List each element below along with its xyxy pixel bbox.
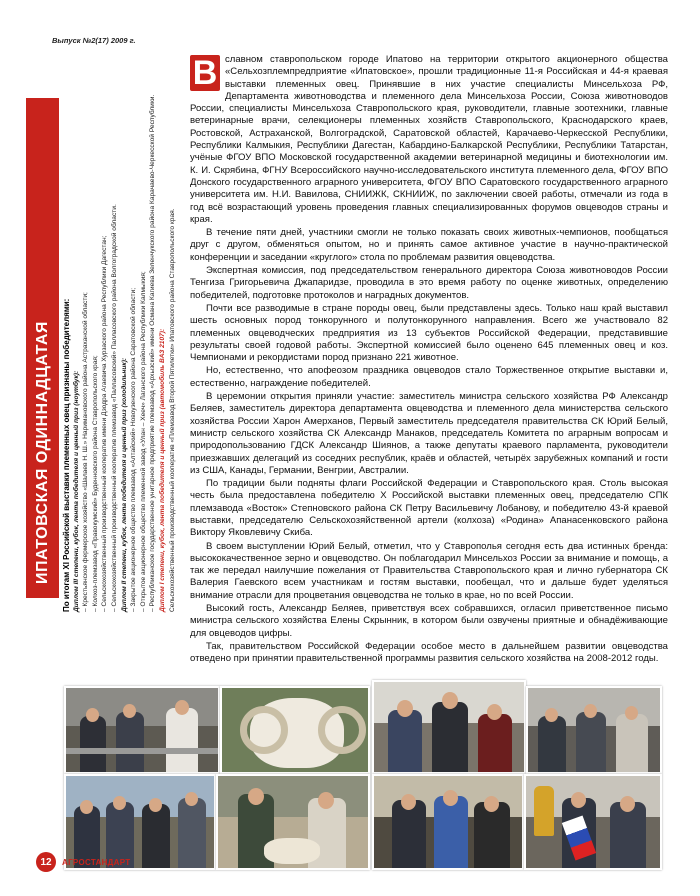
issue-label: Выпуск №2(17) 2009 г. [52,36,136,45]
page-number: 12 [36,852,56,872]
article-paragraph: В церемонии открытия приняли участие: заместитель министра сельского хозяйства РФ Александр Беляев, заместитель директора департамента овцеводства и племенного дела министерства сельского хозяйства России Харон Амерханов, Первый заместитель председателя правительства СК Юрий Белый, министр сельского хозяйства СК Александр Манаков, председатель Комитета по аграрным вопросам и природопользованию ГДСК Александр Шиянов, а также депутаты краевого парламента, руководители приезжавших делегаций из соседних республик, краёв и областей, четырёх зарубежных компаний и гости из США, Канады, Германии, Венгрии, Австралии. [190,391,668,476]
article-paragraph: Почти все разводимые в стране породы овец, были представлены здесь. Только наш край выставил шесть основных пород тонкорунного и полутонкорунного направления. Всего же участвовало 82 племенных овцеводческих предприятия из 13 субъектов Российской Федерации, представившие результаты своей годовой работы. Экспертной комиссией было оценено 645 племенных овец и коз. Чемпионами и рекордистами пород признано 221 животное. [190,302,668,364]
article-paragraph: Экспертная комиссия, под председательством генерального директора Союза животноводов России Тенгиза Григорьевича Джапаридзе, проводила в это время работу по оценке животных, определению победителей, подготовке протоколов и наградных документов. [190,265,668,301]
article-paragraph: Высокий гость, Александр Беляев, приветствуя всех собравшихся, огласил приветственное письмо министра сельского хозяйства Елены Скрынник, в котором были озвучены приятные и обнадёживающие для овцеводов цифры. [190,603,668,639]
article-paragraph: Но, естественно, что апофеозом праздника овцеводов стало Торжественное открытие выставки и, естественно, награждение победителей. [190,365,668,389]
diploma3-item: – Колхоз-племзавод «Правокумский» Буденновского района Ставропольского края; [91,355,99,612]
photo-trophy-winners [524,774,662,870]
winners-sidebar [62,52,184,612]
diploma2-item: – Республиканское государственное унитарное предприятие племзавод «Архызский» имени Османа Кагиева Зеленчукского района Карачаево-Черкесской Республики. [149,94,157,612]
diploma3-item: – Сельскохозяйственный производственный кооператив племзавод «Палласовский» Палласовского района Волгоградской области. [110,204,118,612]
photo-guests-at-exhibit [526,686,662,774]
diploma2-heading: Диплом II степени, кубок, лента победителя и ценный приз (холодильник): [120,357,128,612]
diploma3-item: – Сельскохозяйственный производственный кооператив имени Дзодра Агаевича Хурзаского района Республики Дагестан; [101,235,109,612]
photo-breeder-with-sheep [216,774,370,870]
drop-cap: В [190,55,220,91]
article-paragraph: В течение пяти дней, участники смогли не только показать своих животных-чемпионов, пообщаться друг с другом, обменяться опытом, но и принять самое активное участие в научно-практической конференции и заседании «круглого» стола по проблемам развития овцеводства. [190,227,668,263]
diploma2-item: – Открытое акционерное общество племенной завод «Улан – Хееч» Лаганского района Республики Калмыкия; [139,271,147,612]
diploma3-item: – Крестьянское фермерское хозяйство «Шалаев Н. Ш.» Наримановского района Астраханской области; [82,292,90,612]
article-body [190,54,668,667]
article-paragraph: По традиции были подняты флаги Российской Федерации и Ставропольского края. Столь высокая честь была предоставлена победителю X Российской выставки племенных овец, председателю СПК племзавода «Восток» Степновского района СК Петру Васильевичу Лобанову, и победителю 43-й краевой выставки, председателю Сельскохозяйственной артели (колхоза) «Родина» Апанасенковского района Виктору Яковлевичу Скиба. [190,478,668,539]
photo-award-handshake [372,774,524,870]
photo-officials-at-pen [64,686,220,774]
article-paragraph: В своем выступлении Юрий Белый, отметил, что у Ставрополья сегодня есть два истинных бренда: высококачественное зерно и овцеводство. Он поблагодарил Минсельхоз России за внимание и помощь, а так же передал наилучшие пожелания от Правительства Ставропольского края и лично губернатора СК Валерия Гаевского всем участникам и гостям выставки, пообещал, что и дальше будет уделяться внимание отрасли для процветания овцеводства не только в крае, но по всей России. [190,540,668,601]
photo-officials-group [372,680,526,774]
diploma1-item: Сельскохозяйственный производственный кооператив «Племзавод Второй Пятилетки» Ипатовского района Ставропольского края. [168,208,176,612]
brand-logo: АГРОСТАНДАРТ [62,857,131,867]
page-footer [36,852,130,872]
winners-lead: По итогам XI Российской выставки племенных овец признаны победителями: [62,298,71,612]
article-paragraph: Так, правительством Российской Федерации особое место в дальнейшем развитии овцеводства отведено при принятии правительственной программы развития сельского хозяйства на 2008-2012 годы. [190,640,668,665]
diploma3-heading: Диплом III степени, кубок, лента победителя и ценный приз (ноутбук): [72,370,80,612]
diploma1-heading: Диплом I степени, кубок, лента победителя и ценный приз (автомобиль ВАЗ 2107): [158,328,166,612]
diploma2-item: – Закрытое акционерное общество племзавод «Алтайский» Новоузенского района Саратовской области; [130,287,138,612]
photo-ram-closeup [220,686,370,774]
section-title: ИПАТОВСКАЯ ОДИННАДЦАТАЯ [33,321,51,584]
article-paragraph: В славном ставропольском городе Ипатово на территории открытого акционерного общества «Сельхозплемпредприятие «Ипатовское», прошли традиционные 11-я Российская и 44-я краевая выставки племенных овец. Принявшие в них участие специалисты Минсельхоза РФ, Департамента животноводства и племенного дела Минсельхоза России, Союза животноводов России, специалисты Минсельхоза Ставропольского края, руководители, главные зоотехники, главные ветеринарные врачи, селекционеры племенных хозяйств Ставропольского, Краснодарского краев, Ростовской, Астраханской, Волгоградской, Саратовской областей, Карачаево-Черкесской Республики, Республики Калмыкия, Республики Дагестан, Кабардино-Балкарской Республики, Республики Татарстан, учёные ФГОУ ВПО Московской государственной академии ветеринарной медицины и биотехнологии им. К. И. Скрябина, ФГНУ Всероссийского научно-исследовательского института племенного дела, ФГОУ ВПО Донского государственного аграрного университета, ФГОУ ВПО Саратовского государственного аграрного университета им. Н.И. Вавилова, СНИИЖК, СКНИИЖ, по заключении своей работы, отмечали из года в год всё возрастающий уровень проведения главных специализированных форумов овцеводов страны и края. [190,54,668,225]
